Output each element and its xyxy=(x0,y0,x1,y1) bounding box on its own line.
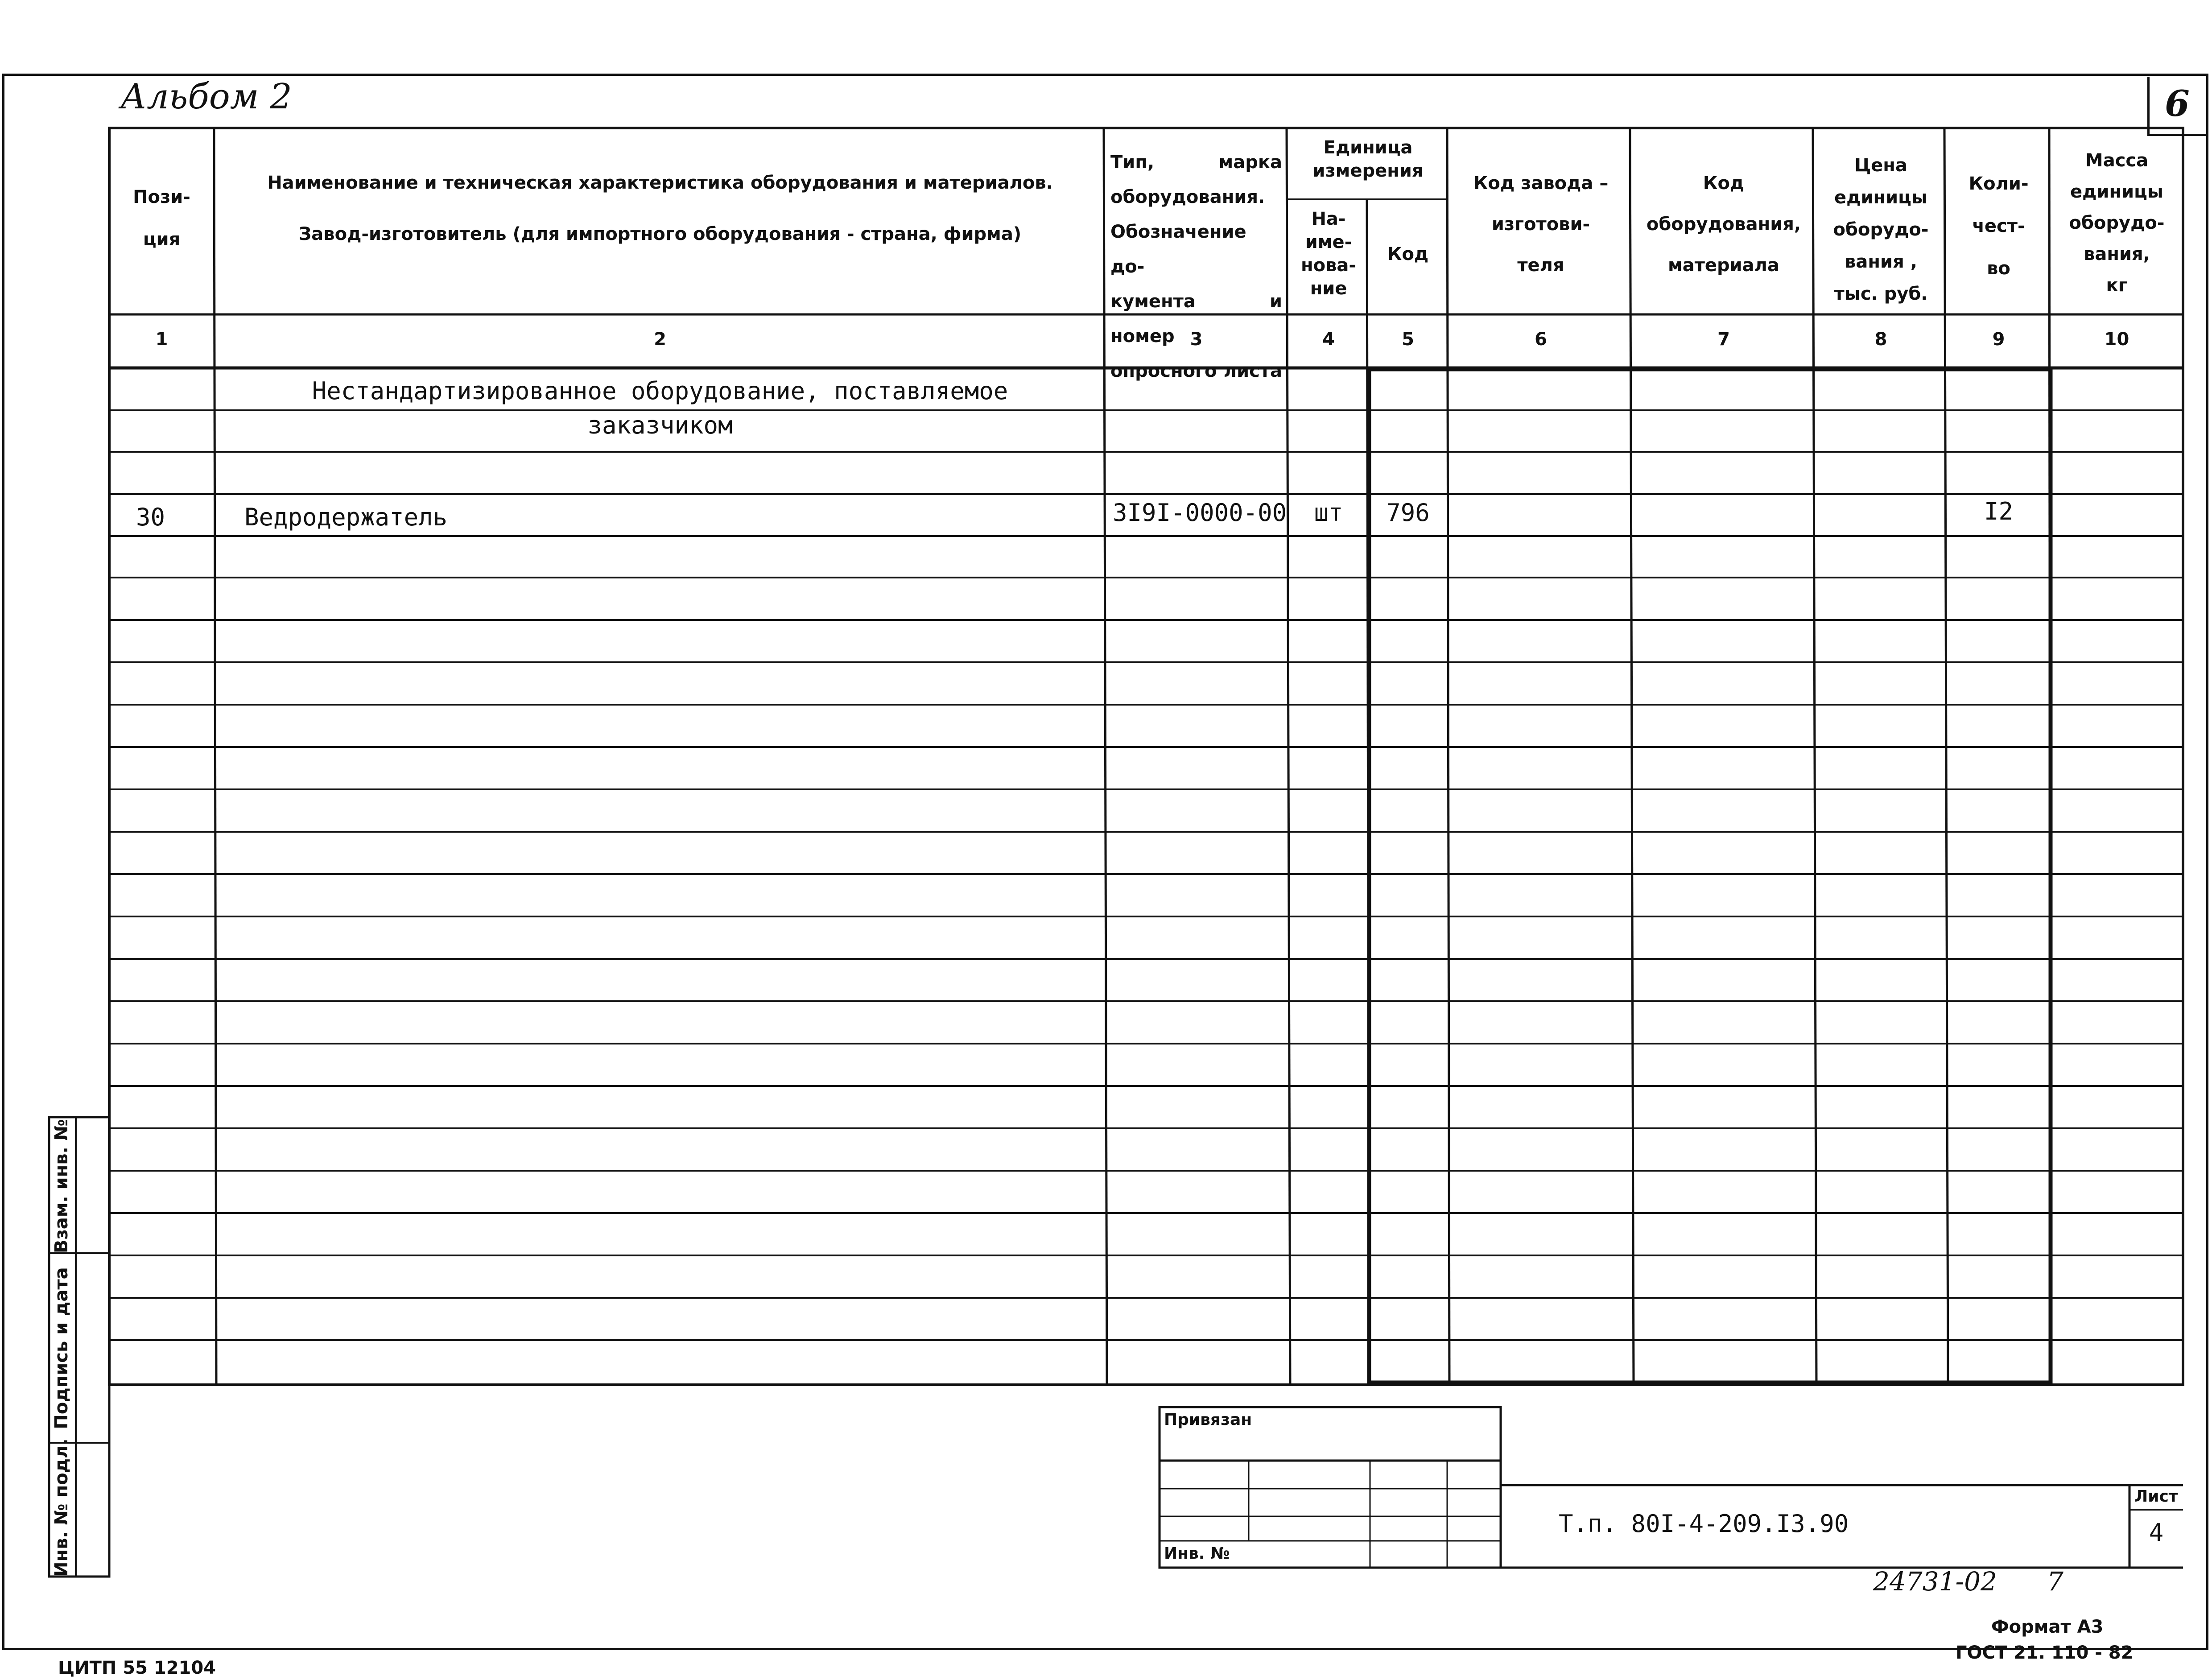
citp-label: ЦИТП 55 12104 xyxy=(58,1658,216,1678)
format-label: Формат А3 xyxy=(1991,1617,2104,1637)
row-unit-name: шт xyxy=(1314,499,1343,527)
header-unit-group: Единица измерения xyxy=(1312,137,1424,181)
gost-label: ГОСТ 21. 110 - 82 xyxy=(1956,1643,2134,1663)
stamp-privyazan: Привязан xyxy=(1164,1411,1252,1429)
column-number: 5 xyxy=(1402,329,1414,350)
header-unit-name: На- име- нова- ние xyxy=(1300,209,1357,299)
album-label: Альбом 2 xyxy=(120,77,292,117)
column-number: 6 xyxy=(1535,329,1547,350)
header-name-line1: Наименование и техническая характеристика оборудования и материалов. xyxy=(267,173,1053,193)
handwritten-page: 7 xyxy=(2047,1566,2063,1597)
row-unit-code: 796 xyxy=(1386,499,1430,527)
side-label-podpis: Подпись и дата xyxy=(51,1267,72,1429)
handwritten-number: 24731-02 xyxy=(1873,1566,1997,1597)
header-mass: Масса единицы оборудо- вания, кг xyxy=(2069,150,2165,296)
header-type: Тип, марка оборудования. Обозначение до- кумента и номер опросного листа xyxy=(1110,152,1282,381)
section-title-line1: Нестандартизированное оборудование, поставляемое xyxy=(312,377,1008,405)
column-number: 10 xyxy=(2104,329,2129,350)
row-quantity: I2 xyxy=(1984,497,2014,525)
column-number: 4 xyxy=(1322,329,1335,350)
row-position: 30 xyxy=(136,503,165,531)
row-name: Ведродержатель xyxy=(244,503,448,531)
doc-code: Т.п. 80I-4-209.I3.90 xyxy=(1559,1510,1849,1538)
header-quantity: Коли- чест- во xyxy=(1969,173,2029,279)
header-position: Пози- ция xyxy=(133,187,190,250)
column-number: 1 xyxy=(155,329,168,350)
corner-number: 6 xyxy=(2165,83,2190,124)
column-number: 3 xyxy=(1190,329,1203,350)
column-number: 9 xyxy=(1992,329,2005,350)
header-factory-code: Код завода – изготови- теля xyxy=(1473,173,1609,276)
header-equipment-code: Код оборудования, материала xyxy=(1646,173,1801,276)
column-number: 7 xyxy=(1717,329,1730,350)
row-type: 3I9I-0000-00 xyxy=(1113,499,1287,527)
column-number: 8 xyxy=(1874,329,1887,350)
header-name-line2: Завод-изготовитель (для импортного оборудования - страна, фирма) xyxy=(298,224,1022,244)
header-price: Цена единицы оборудо- вания , тыс. руб. xyxy=(1833,155,1929,304)
column-number: 2 xyxy=(654,329,666,350)
header-unit-code: Код xyxy=(1387,244,1429,264)
sheet-number: 4 xyxy=(2149,1519,2164,1547)
sheet-label: Лист xyxy=(2134,1487,2178,1506)
stamp-inv-no: Инв. № xyxy=(1164,1544,1230,1563)
section-title-line2: заказчиком xyxy=(587,411,733,439)
side-label-vzam: Взам. инв. № xyxy=(51,1119,72,1253)
side-label-inv: Инв. № подл. xyxy=(51,1438,72,1577)
